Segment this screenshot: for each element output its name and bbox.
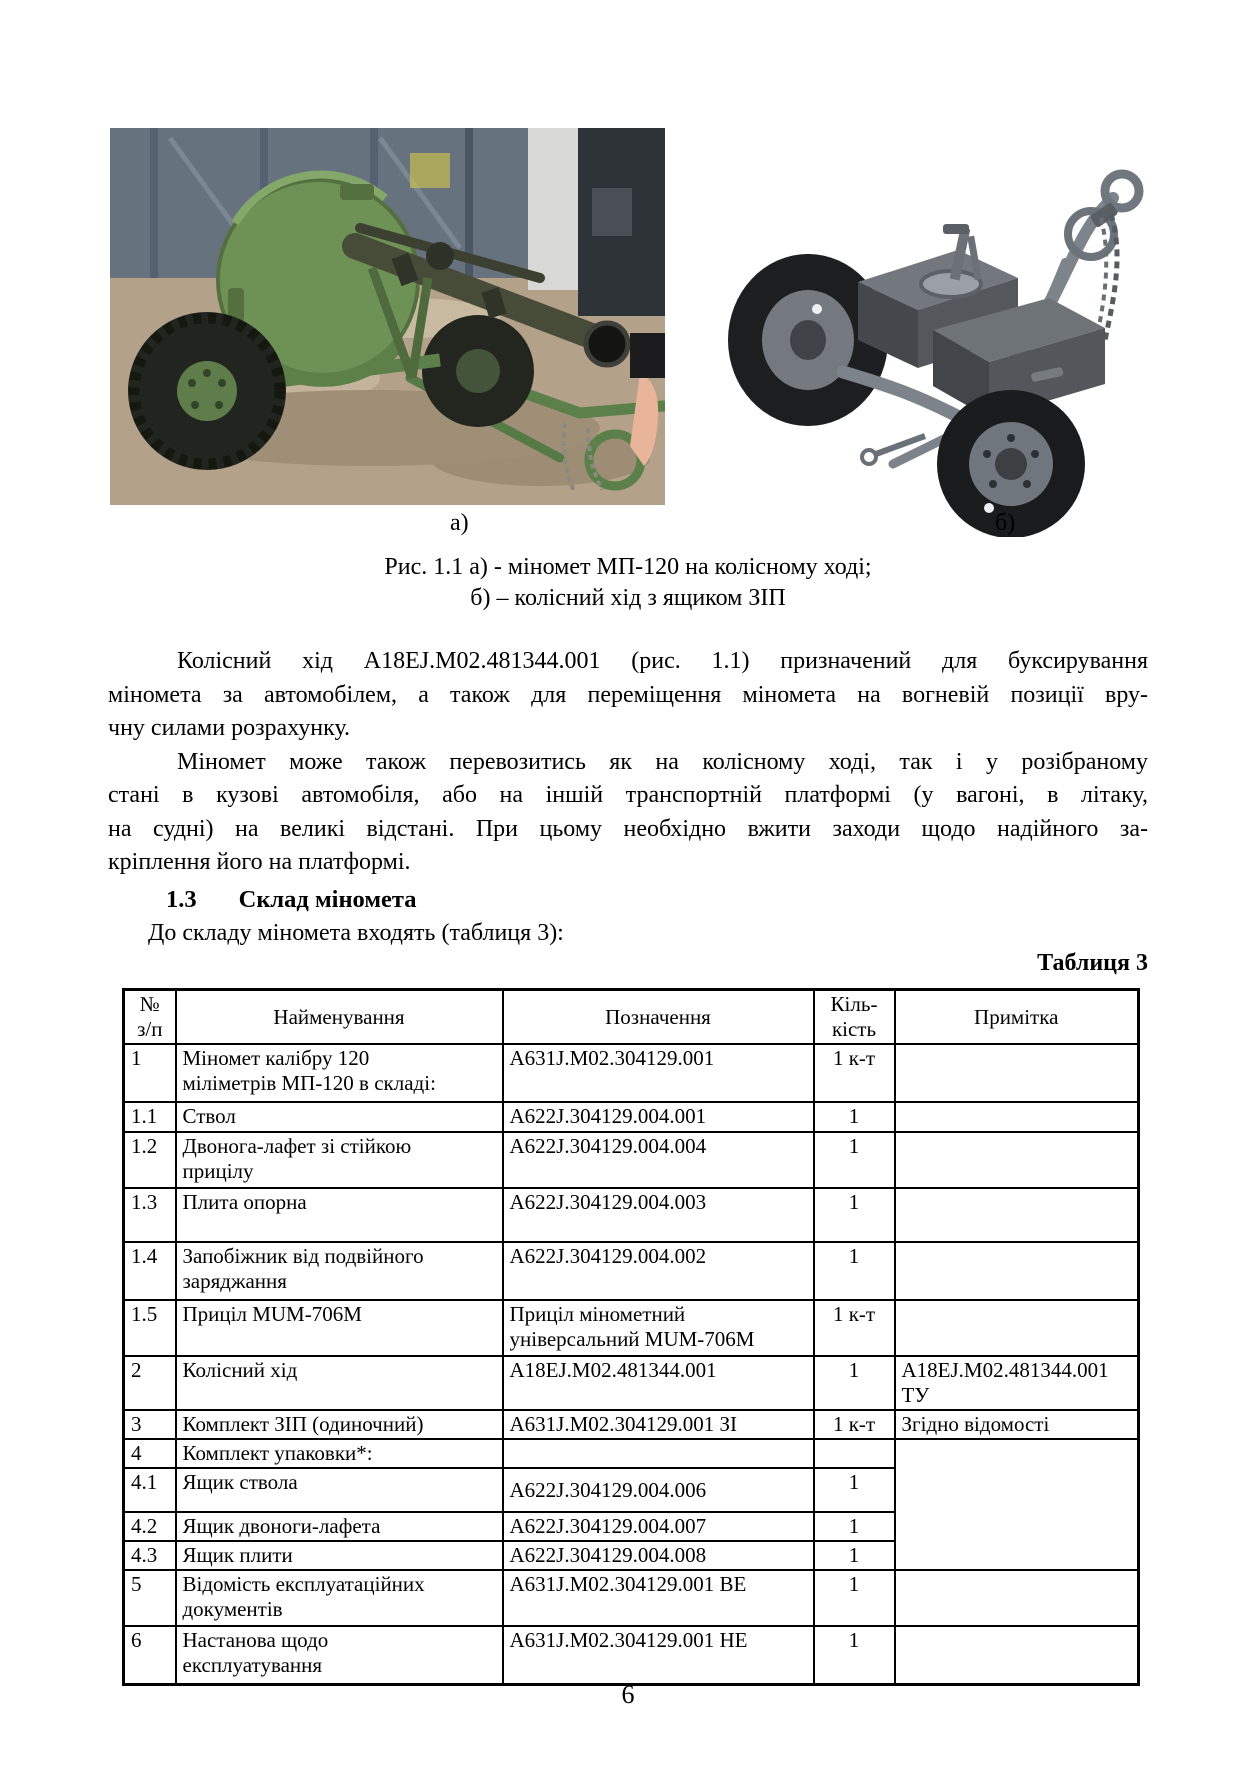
cell-name: Ствол <box>176 1102 503 1132</box>
cell-name: Двонога-лафет зі стійкою прицілу <box>176 1132 503 1188</box>
cell-code: A18EJ.M02.481344.001 <box>503 1356 814 1410</box>
cell-note <box>895 1242 1139 1300</box>
col-header-note: Примітка <box>895 990 1139 1045</box>
table-row <box>124 1044 1139 1102</box>
cell-num: 4.3 <box>124 1541 176 1570</box>
cell-qty: 1 <box>814 1102 895 1132</box>
cell-name: Ящик ствола <box>176 1468 503 1512</box>
cell-name: Приціл MUM-706M <box>176 1300 503 1356</box>
cell-code: A622J.304129.004.002 <box>503 1242 814 1300</box>
paragraph-1: Колісний хід A18EJ.M02.481344.001 (рис. 1.1) призначений для буксирування міномета за автомобілем, а також для переміщення міномета на вогневій позиції вру- чну силами розрахунку. <box>108 648 1148 741</box>
cell-num: 4.2 <box>124 1512 176 1541</box>
cell-note: A18EJ.M02.481344.001 ТУ <box>895 1356 1139 1410</box>
cell-qty: 1 <box>814 1626 895 1684</box>
cell-note <box>895 1132 1139 1188</box>
cell-name: Ящик двоноги-лафета <box>176 1512 503 1541</box>
table-row <box>124 1132 1139 1188</box>
cell-code: A622J.304129.004.008 <box>503 1541 814 1570</box>
cell-code: A622J.304129.004.007 <box>503 1512 814 1541</box>
cell-num: 1.3 <box>124 1188 176 1242</box>
page-number: 6 <box>621 1680 635 1709</box>
table-row <box>124 1242 1139 1300</box>
figure-label-a: а) <box>450 510 469 536</box>
cell-qty: 1 <box>814 1468 895 1512</box>
cell-num: 1.5 <box>124 1300 176 1356</box>
cell-qty <box>814 1439 895 1468</box>
cell-num: 1.1 <box>124 1102 176 1132</box>
col-header-name: Найменування <box>176 990 503 1045</box>
cell-name: Плита опорна <box>176 1188 503 1242</box>
cell-code: A631J.M02.304129.001 <box>503 1044 814 1102</box>
cell-note <box>895 1044 1139 1102</box>
cell-qty: 1 <box>814 1512 895 1541</box>
cell-note: Згідно відомості <box>895 1410 1139 1439</box>
cell-name: Міномет калібру 120 міліметрів МП-120 в складі: <box>176 1044 503 1102</box>
cell-num: 5 <box>124 1570 176 1626</box>
table-row <box>124 1410 1139 1439</box>
table-row <box>124 1102 1139 1132</box>
cell-code: A631J.M02.304129.001 ЗІ <box>503 1410 814 1439</box>
cell-num: 6 <box>124 1626 176 1684</box>
composition-table <box>122 988 1140 1686</box>
figure-label-b: б) <box>995 510 1016 536</box>
cell-name: Комплект упаковки*: <box>176 1439 503 1468</box>
section-heading <box>108 886 417 914</box>
col-header-code: Позначення <box>503 990 814 1045</box>
cell-note <box>895 1626 1139 1684</box>
table-row <box>124 1300 1139 1356</box>
table-row <box>124 1188 1139 1242</box>
paragraph-2: Міномет може також перевозитись як на колісному ході, так і у розібраному стані в кузові автомобіля, або на іншій транспортній платформі (у вагоні, в літаку, на судні) на великі відстані. При цьому необхідно вжити заходи щодо надійного за- кріплення його на платформі. <box>108 748 1148 875</box>
cell-qty: 1 к-т <box>814 1044 895 1102</box>
col-header-num: № з/п <box>124 990 176 1045</box>
section-number: 1.3 <box>166 886 197 913</box>
cell-code <box>503 1439 814 1468</box>
cell-qty: 1 <box>814 1541 895 1570</box>
cell-qty: 1 <box>814 1188 895 1242</box>
cell-note <box>895 1300 1139 1356</box>
mortar-photo-image <box>110 128 665 505</box>
cell-code: A622J.304129.004.006 <box>503 1468 814 1512</box>
cell-code: A622J.304129.004.003 <box>503 1188 814 1242</box>
cell-qty: 1 <box>814 1132 895 1188</box>
cell-code: A622J.304129.004.001 <box>503 1102 814 1132</box>
cell-num: 2 <box>124 1356 176 1410</box>
table-header-row <box>124 990 1139 1045</box>
cell-code: A631J.M02.304129.001 ВЕ <box>503 1570 814 1626</box>
cell-name: Відомість експлуатаційних документів <box>176 1570 503 1626</box>
cell-code: A622J.304129.004.004 <box>503 1132 814 1188</box>
cell-code: Приціл мінометний універсальний MUM-706M <box>503 1300 814 1356</box>
cell-qty: 1 <box>814 1570 895 1626</box>
figure-caption: Рис. 1.1 а) - міномет МП-120 на колісному ході; б) – колісний хід з ящиком ЗІП <box>384 554 872 611</box>
cell-qty: 1 к-т <box>814 1410 895 1439</box>
table-lead-in: До складу міномета входять (таблиця 3): <box>148 920 564 946</box>
carriage-render-image <box>693 132 1148 537</box>
col-header-qty: Кіль- кість <box>814 990 895 1045</box>
cell-qty: 1 <box>814 1356 895 1410</box>
cell-qty: 1 <box>814 1242 895 1300</box>
figure-1-1 <box>0 128 1256 556</box>
table-label: Таблиця 3 <box>1037 950 1148 976</box>
section-title: Склад міномета <box>238 886 417 913</box>
cell-name: Комплект ЗІП (одиночний) <box>176 1410 503 1439</box>
cell-qty: 1 к-т <box>814 1300 895 1356</box>
cell-name: Колісний хід <box>176 1356 503 1410</box>
cell-num: 1.4 <box>124 1242 176 1300</box>
cell-note-merged <box>895 1439 1139 1570</box>
cell-name: Запобіжник від подвійного заряджання <box>176 1242 503 1300</box>
cell-num: 1 <box>124 1044 176 1102</box>
cell-note <box>895 1570 1139 1626</box>
body-text <box>108 645 1148 880</box>
cell-code: A631J.M02.304129.001 НЕ <box>503 1626 814 1684</box>
table-row <box>124 1570 1139 1626</box>
cell-name: Ящик плити <box>176 1541 503 1570</box>
cell-num: 1.2 <box>124 1132 176 1188</box>
cell-num: 4.1 <box>124 1468 176 1512</box>
table-row <box>124 1626 1139 1684</box>
cell-note <box>895 1102 1139 1132</box>
cell-num: 3 <box>124 1410 176 1439</box>
table-row <box>124 1356 1139 1410</box>
cell-name: Настанова щодо експлуатування <box>176 1626 503 1684</box>
cell-note <box>895 1188 1139 1242</box>
table-row <box>124 1439 1139 1468</box>
cell-num: 4 <box>124 1439 176 1468</box>
